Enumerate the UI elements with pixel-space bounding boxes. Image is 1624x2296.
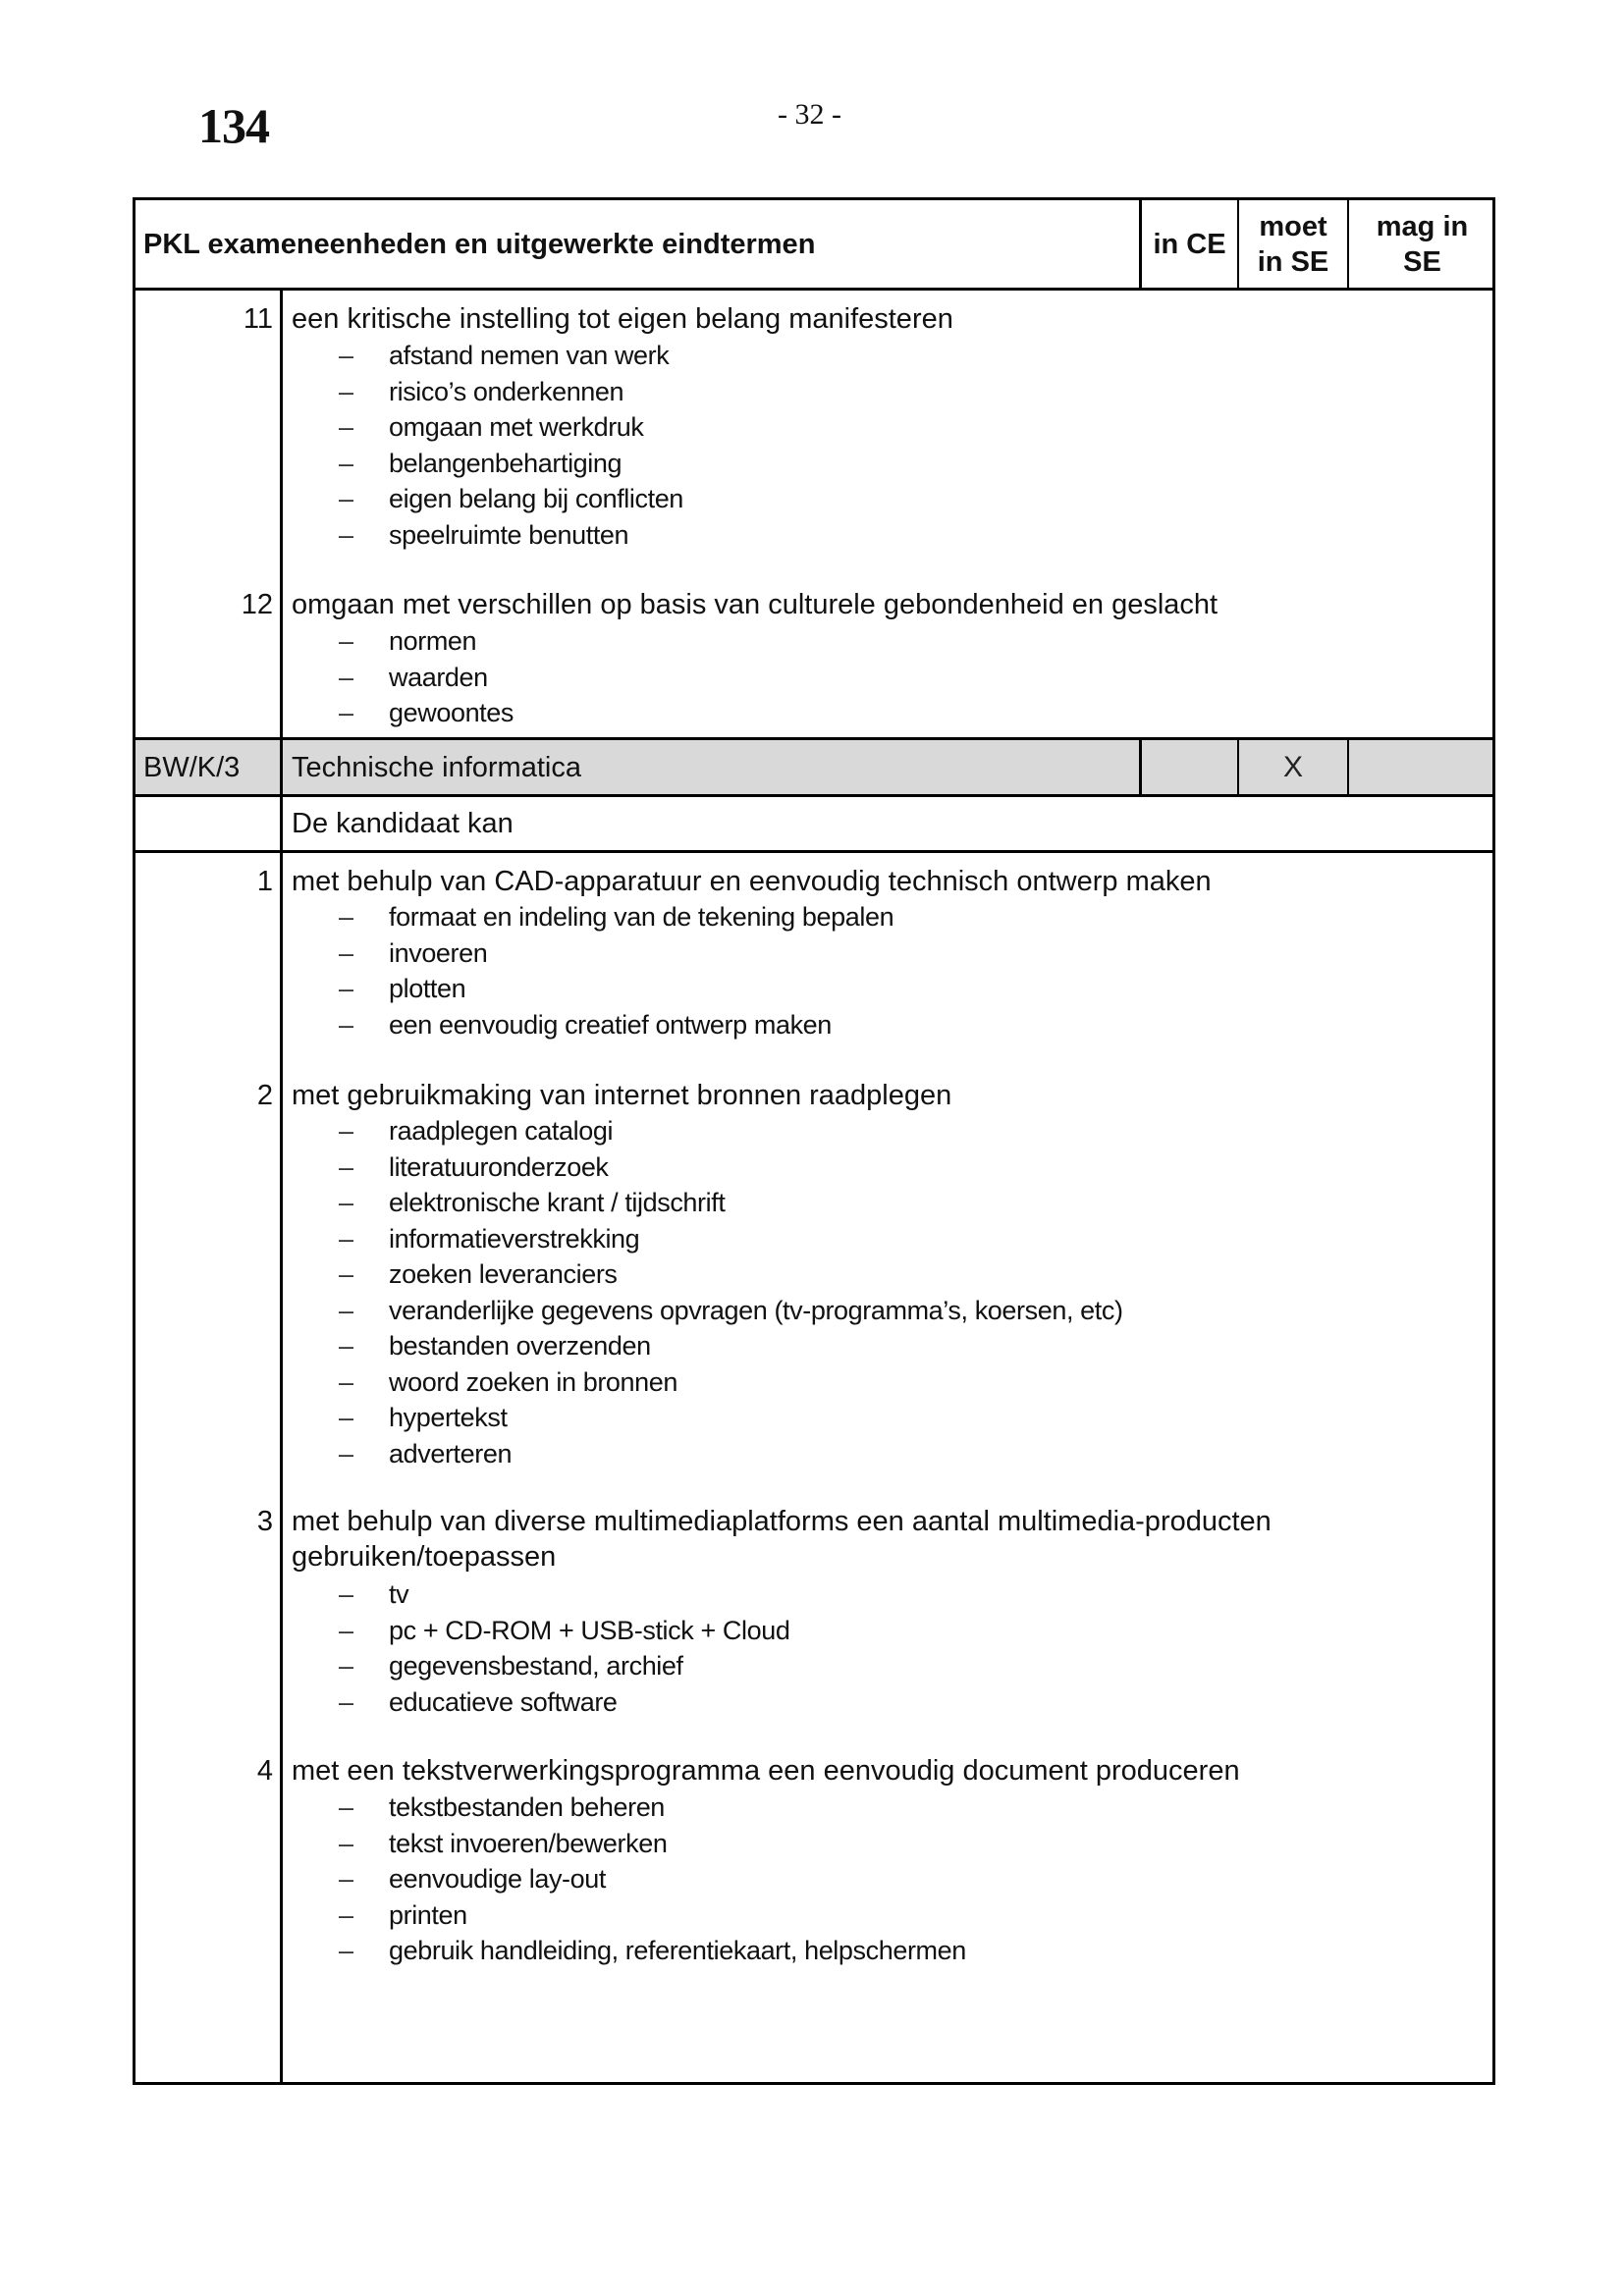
dash-bullet-icon: – — [339, 1936, 353, 1965]
sub-item-list — [339, 899, 893, 1042]
item-number: 11 — [243, 303, 273, 335]
dash-bullet-icon: – — [339, 626, 353, 656]
item-number: 12 — [241, 589, 273, 620]
dash-bullet-icon: – — [339, 1331, 353, 1361]
intro-row-bottom-divider — [133, 850, 1495, 853]
sub-item: – normen — [339, 623, 514, 660]
item-title: met een tekstverwerkingsprogramma een eenvoudig document produceren — [292, 1755, 1240, 1787]
sub-item: – invoeren — [339, 935, 893, 972]
dash-bullet-icon: – — [339, 1651, 353, 1681]
header-row-divider — [133, 288, 1495, 291]
sub-item: – pc + CD-ROM + USB-stick + Cloud — [339, 1613, 789, 1649]
dash-bullet-icon: – — [339, 1188, 353, 1217]
sub-item: – zoeken leveranciers — [339, 1256, 1123, 1293]
dash-bullet-icon: – — [339, 376, 353, 406]
sub-item: – woord zoeken in bronnen — [339, 1364, 1123, 1401]
dash-bullet-icon: – — [339, 484, 353, 513]
sub-item: – plotten — [339, 971, 893, 1007]
sub-item: – formaat en indeling van de tekening bepalen — [339, 899, 893, 935]
sub-item: – veranderlijke gegevens opvragen (tv-programma’s, koersen, etc) — [339, 1293, 1123, 1329]
dash-bullet-icon: – — [339, 412, 353, 442]
unit-title: Technische informatica — [292, 752, 581, 783]
dash-bullet-icon: – — [339, 1259, 353, 1289]
sub-item-list — [339, 623, 514, 731]
table-header-title: PKL exameneenheden en uitgewerkte eindtermen — [143, 229, 816, 260]
column-header-moet-in-se — [1239, 209, 1347, 280]
unit-row-top-divider — [133, 737, 1495, 740]
column-header-mag-line2: SE — [1403, 246, 1441, 278]
dash-bullet-icon: – — [339, 902, 353, 932]
sub-item-list — [339, 1113, 1123, 1471]
sub-item: – belangenbehartiging — [339, 446, 683, 482]
number-column-divider — [280, 288, 283, 2085]
sub-item: – afstand nemen van werk — [339, 338, 683, 374]
sub-item: – literatuuronderzoek — [339, 1149, 1123, 1186]
sub-item: – gewoontes — [339, 695, 514, 731]
document-code-number: 134 — [198, 98, 269, 153]
sub-item-list — [339, 1576, 789, 1720]
dash-bullet-icon: – — [339, 1151, 353, 1182]
item-title-line1: met behulp van diverse multimediaplatforms een aantal multimedia-producten — [292, 1506, 1272, 1537]
dash-bullet-icon: – — [339, 519, 353, 550]
dash-bullet-icon: – — [339, 1792, 353, 1822]
dash-bullet-icon: – — [339, 1615, 353, 1645]
item-title-line2: gebruiken/toepassen — [292, 1541, 557, 1573]
sub-item: – waarden — [339, 660, 514, 696]
unit-moet-in-se-mark: X — [1282, 751, 1303, 783]
unit-row-bottom-divider — [133, 794, 1495, 797]
sub-item: – speelruimte benutten — [339, 517, 683, 554]
sub-item: – eenvoudige lay-out — [339, 1861, 966, 1897]
dash-bullet-icon: – — [339, 1579, 353, 1609]
dash-bullet-icon: – — [339, 1295, 353, 1325]
item-title: omgaan met verschillen op basis van culturele gebondenheid en geslacht — [292, 589, 1218, 620]
dash-bullet-icon: – — [339, 341, 353, 370]
column-header-mag-line1: mag in — [1376, 211, 1469, 242]
page-number: - 32 - — [778, 98, 841, 131]
unit-intro: De kandidaat kan — [292, 808, 514, 839]
sub-item: – tv — [339, 1576, 789, 1613]
column-header-moet-line2: in SE — [1257, 246, 1329, 278]
dash-bullet-icon: – — [339, 1686, 353, 1717]
sub-item: – tekst invoeren/bewerken — [339, 1826, 966, 1862]
dash-bullet-icon: – — [339, 1009, 353, 1040]
column-header-in-ce: in CE — [1153, 229, 1226, 260]
column-header-moet-line1: moet — [1259, 211, 1327, 242]
dash-bullet-icon: – — [339, 1828, 353, 1858]
sub-item-list — [339, 1789, 966, 1969]
sub-item: – raadplegen catalogi — [339, 1113, 1123, 1149]
dash-bullet-icon: – — [339, 974, 353, 1003]
dash-bullet-icon: – — [339, 448, 353, 478]
item-title: een kritische instelling tot eigen belang manifesteren — [292, 303, 953, 335]
dash-bullet-icon: – — [339, 1864, 353, 1894]
sub-item: – gebruik handleiding, referentiekaart, helpschermen — [339, 1933, 966, 1969]
item-title: met gebruikmaking van internet bronnen raadplegen — [292, 1080, 952, 1111]
dash-bullet-icon: – — [339, 1116, 353, 1146]
item-number: 2 — [256, 1080, 273, 1111]
sub-item: – omgaan met werkdruk — [339, 409, 683, 446]
dash-bullet-icon: – — [339, 1438, 353, 1468]
sub-item: – educatieve software — [339, 1684, 789, 1721]
sub-item: – tekstbestanden beheren — [339, 1789, 966, 1826]
sub-item: – informatieverstrekking — [339, 1221, 1123, 1257]
item-number: 4 — [256, 1755, 273, 1787]
sub-item: – hypertekst — [339, 1400, 1123, 1436]
sub-item: – adverteren — [339, 1436, 1123, 1472]
sub-item: – elektronische krant / tijdschrift — [339, 1185, 1123, 1221]
item-title: met behulp van CAD-apparatuur en eenvoudig technisch ontwerp maken — [292, 866, 1212, 897]
sub-item: – gegevensbestand, archief — [339, 1648, 789, 1684]
dash-bullet-icon: – — [339, 698, 353, 727]
in-ce-column-divider-unit — [1139, 737, 1142, 796]
dash-bullet-icon: – — [339, 1403, 353, 1432]
mag-column-divider-unit — [1347, 737, 1349, 796]
sub-item: – eigen belang bij conflicten — [339, 481, 683, 517]
dash-bullet-icon: – — [339, 1366, 353, 1397]
sub-item: – bestanden overzenden — [339, 1328, 1123, 1364]
sub-item: – printen — [339, 1897, 966, 1934]
sub-item: – risico’s onderkennen — [339, 374, 683, 410]
dash-bullet-icon: – — [339, 937, 353, 968]
item-number: 3 — [256, 1506, 273, 1537]
column-header-mag-in-se — [1349, 209, 1495, 280]
sub-item: – een eenvoudig creatief ontwerp maken — [339, 1007, 893, 1043]
unit-code: BW/K/3 — [143, 752, 241, 783]
item-number: 1 — [256, 866, 273, 897]
dash-bullet-icon: – — [339, 1223, 353, 1254]
dash-bullet-icon: – — [339, 662, 353, 692]
sub-item-list — [339, 338, 683, 553]
dash-bullet-icon: – — [339, 1899, 353, 1930]
